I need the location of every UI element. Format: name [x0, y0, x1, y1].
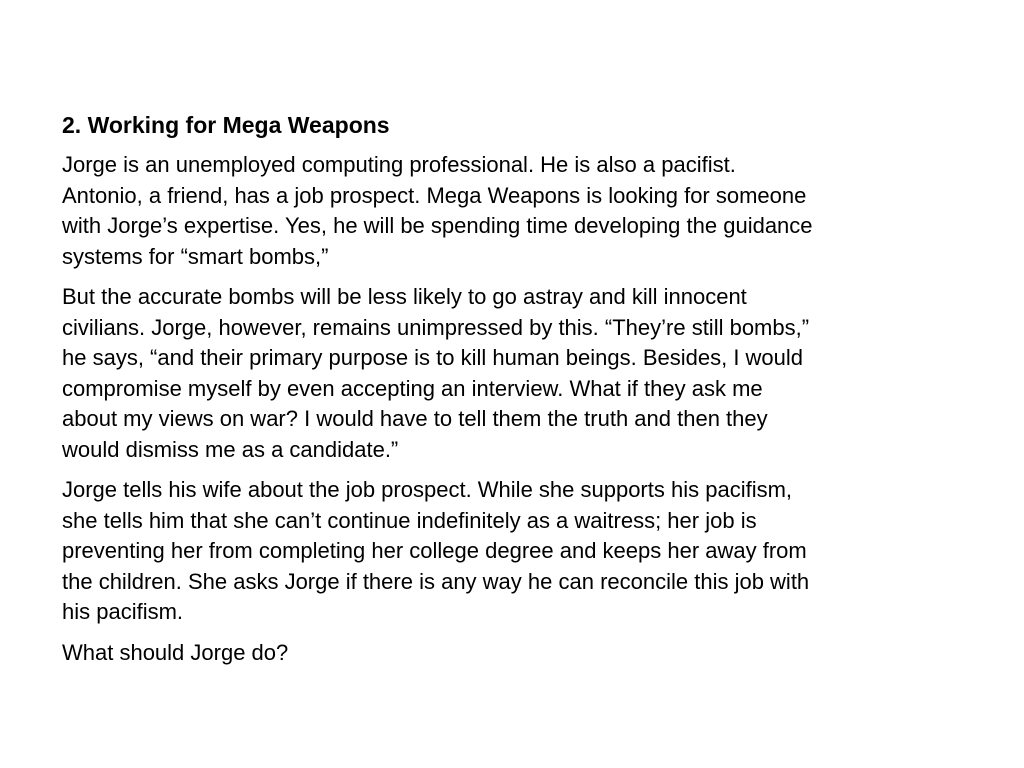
- slide-title: 2. Working for Mega Weapons: [62, 112, 390, 138]
- paragraph-wife: Jorge tells his wife about the job prospect. While she supports his pacifism, she tells him that she can’t continue indefinitely as a waitress; her job is preventing her from completing her college degree and keeps her away from the children. She asks Jorge if there is any way he can reconcile this job with his pacifism.: [62, 477, 810, 624]
- paragraph-scenario: Jorge is an unemployed computing professional. He is also a pacifist. Antonio, a friend, has a job prospect. Mega Weapons is looking for someone with Jorge’s expertise. Yes, he will be spending time developing the guidance systems for “smart bombs,”: [62, 152, 813, 269]
- slide-content: [62, 110, 962, 678]
- paragraph-question: What should Jorge do?: [62, 639, 289, 665]
- paragraph-objection: But the accurate bombs will be less likely to go astray and kill innocent civilians. Jorge, however, remains unimpressed by this. “They’re still bombs,” he says, “and their primary purpose is to kill human beings. Besides, I would compromise myself by even accepting an interview. What if they ask me about my views on war? I would have to tell them the truth and then they would dismiss me as a candidate.”: [62, 284, 810, 462]
